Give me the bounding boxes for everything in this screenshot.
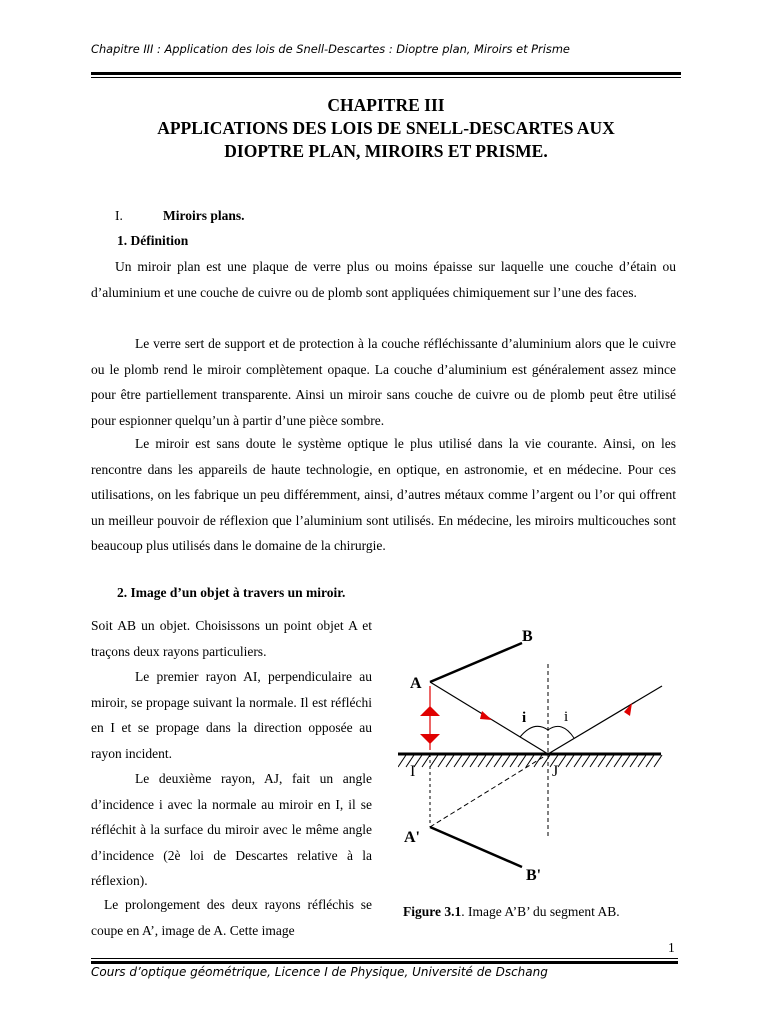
paragraph-definition: Un miroir plan est une plaque de verre plus ou moins épaisse sur laquelle une couche d’étain ou d’aluminium et une couche de cuivre ou de plomb sont appliquées chimiquement sur l’une des faces.	[91, 259, 676, 300]
paragraph-prolongement: Le prolongement des deux rayons réfléchis se coupe en A’, image de A. Cette image	[91, 897, 372, 938]
label-a-prime: A'	[404, 829, 420, 846]
footer-rule-thick	[91, 961, 678, 964]
figure-caption-label: Figure 3.1	[403, 904, 462, 919]
ai-arrow-down	[420, 734, 440, 744]
figure-caption-text: . Image A’B’ du segment AB.	[461, 904, 620, 919]
subsection-definition: 1. Définition	[117, 233, 189, 248]
header-rule-thin	[91, 77, 681, 78]
section-heading-miroirs-plans	[115, 208, 245, 224]
page-number: 1	[668, 940, 675, 955]
paragraph-deuxieme-rayon: Le deuxième rayon, AJ, fait un angle d’incidence i avec la normale au miroir en I, il se réfléchit à la surface du miroir avec le même angle d’incidence (2è loi de Descartes relative à la réflexion).	[91, 771, 372, 888]
footer-rule-thin	[91, 958, 678, 959]
label-a: A	[410, 675, 422, 692]
image-segment-ab-prime	[430, 827, 522, 867]
figure-caption	[403, 904, 620, 920]
section-number: I.	[115, 208, 123, 223]
object-segment-ab	[430, 643, 522, 682]
chapter-title	[91, 94, 681, 163]
reflected-ray-arrow	[624, 703, 632, 716]
label-i-right: i	[564, 709, 569, 725]
header-rule-thick	[91, 72, 681, 75]
mirror-hatching	[398, 755, 662, 767]
section-label: Miroirs plans.	[163, 208, 245, 223]
paragraph-usage: Le miroir est sans doute le système optique le plus utilisé dans la vie courante. Ainsi, on les rencontre dans les appareils de haute technologie, en optique, en astronomie, et en médecine. Pour ces utilisations, on les fabrique un peu différemment, ainsi, d’autres métaux comme l’argent ou l’or qui offrent un meilleur pouvoir de réflexion que l’aluminium sont utilisés. En médecine, les miroirs multicouches sont beaucoup plus utilisés dans le domaine de la chirurgie.	[91, 436, 676, 553]
angle-arc-right	[548, 726, 574, 738]
mirror-reflection-diagram	[398, 624, 670, 890]
ai-arrow-up	[420, 706, 440, 716]
label-b: B	[522, 628, 533, 645]
chapter-title-line1: CHAPITRE III	[327, 95, 445, 115]
running-header: Chapitre III : Application des lois de Snell-Descartes : Dioptre plan, Miroirs et Prisme	[91, 42, 570, 56]
label-b-prime: B'	[526, 867, 542, 884]
incident-ray-arrow	[480, 711, 492, 720]
chapter-title-line2: APPLICATIONS DES LOIS DE SNELL-DESCARTES AUX	[157, 118, 615, 138]
label-i-left: i	[522, 710, 527, 726]
paragraph-soit-ab: Soit AB un objet. Choisissons un point objet A et traçons deux rayons particuliers.	[91, 618, 372, 659]
paragraph-support: Le verre sert de support et de protection à la couche réfléchissante d’aluminium alors que le cuivre ou le plomb rend le miroir complètement opaque. La couche d’aluminium est généralement assez mince pour être partiellement transparente. Ainsi un miroir sans couche de cuivre ou de plomb peut être utilisé pour espionner quelqu’un à partir d’une pièce sombre.	[91, 336, 676, 428]
label-point-j: J	[552, 763, 559, 780]
angle-arc-left	[520, 726, 548, 737]
paragraph-premier-rayon: Le premier rayon AI, perpendiculaire au miroir, se propage suivant la normale. Il est réfléchi en I et se propage dans la direction opposée au rayon incident.	[91, 669, 372, 761]
label-point-i: I	[410, 763, 416, 780]
chapter-title-line3: DIOPTRE PLAN, MIROIRS ET PRISME.	[224, 141, 548, 161]
subsection-image-objet: 2. Image d’un objet à travers un miroir.	[117, 585, 346, 600]
running-footer: Cours d’optique géométrique, Licence I de Physique, Université de Dschang	[91, 965, 548, 979]
